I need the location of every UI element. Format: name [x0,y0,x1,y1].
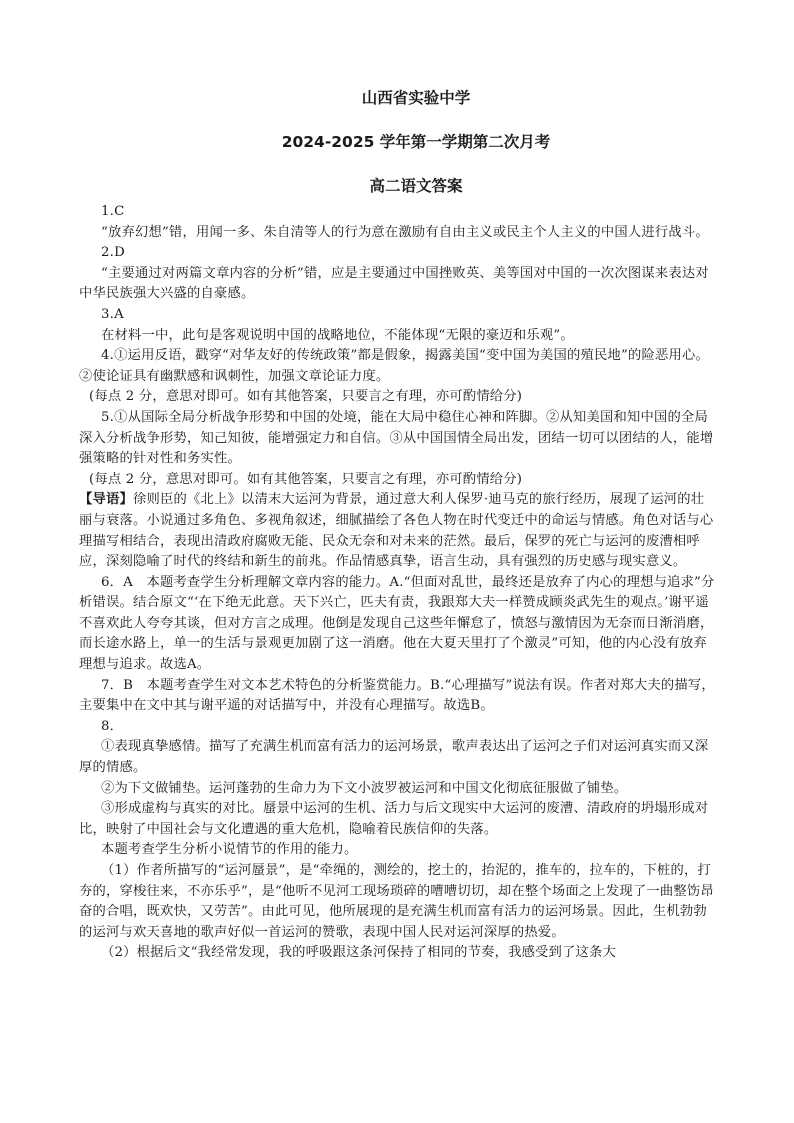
q2-explanation: “主要通过对两篇文章内容的分析”错，应是主要通过中国挫败英、美等国对中国的一次次图谋来表达对中华民族强大兴盛的自豪感。 [79,265,709,302]
q8-point-1: ①表现真挚感情。描写了充满生机而富有活力的运河场景，歌声表达出了运河之子们对运河真实而又深厚的情感。 [79,739,709,776]
q1-number: 1.C [101,204,125,219]
q8-analysis-1: （1）作者所描写的“运河蜃景”，是“牵绳的，测绘的，挖土的，抬泥的，推车的，拉车的，下桩的，打夯的，穿梭往来，不亦乐乎”，是“他听不见河工现场琐碎的嘈嘈切切，却在整个场面之上发现了一曲整饬昂奋的合唱，既欢快，又劳苦”。由此可见，他所展现的是充满生机而富有活力的运河场景。因此，生机勃勃的运河与欢天喜地的歌声好似一首运河的赞歌，表现中国人民对运河深厚的热爱。 [79,863,714,940]
q8-analysis-intro: 本题考查学生分析小说情节的作用的能力。 [101,842,358,858]
school-title: 山西省实验中学 [361,89,471,107]
q4-answer: 4.①运用反语，戳穿“对华友好的传统政策”都是假象，揭露美国“变中国为美国的殖民地”的险恶用心。②使论证具有幽默感和讽刺性，加强文章论证力度。 [79,348,709,384]
q5-answer: 5.①从国际全局分析战争形势和中国的处境，能在大局中稳住心神和阵脚。②从知美国和知中国的全局深入分析战争形势，知己知彼，能增强定力和自信。③从中国国情全局出发，团结一切可以团结的人，能增强策略的针对性和务实性。 [79,409,714,467]
q5-scoring-note: (每点 2 分，意思对即可。如有其他答案，只要言之有理，亦可酌情给分) [89,471,523,487]
subject-title: 高二语文答案 [369,177,463,195]
q2-number: 2.D [101,245,125,261]
guide-text: 徐则臣的《北上》以清末大运河为背景，通过意大利人保罗·迪马克的旅行经历，展现了运河的壮丽与衰落。小说通过多角色、多视角叙述，细腻描绘了各色人物在时代变迁中的命运与情感。角色对话与心理描写相结合，表现出清政府腐败无能、民众无奈和对未来的茫然。最后，保罗的死亡与运河的废漕相呼应，深刻隐喻了时代的终结和新生的前兆。作品情感真挚，语言生动，具有强烈的历史感与现实意义。 [79,492,714,570]
answer-body [79,202,715,964]
guide-label: 【导语】 [79,492,133,508]
q8-point-3: ③形成虚构与真实的对比。蜃景中运河的生机、活力与后文现实中大运河的废漕、清政府的坍塌形成对比，映射了中国社会与文化遭遇的重大危机，隐喻着民族信仰的失落。 [79,801,709,837]
q8-number: 8． [101,718,124,734]
q3-explanation: 在材料一中，此句是客观说明中国的战略地位，不能体现“无限的豪迈和乐观”。 [101,327,574,343]
q8-point-2: ②为下文做铺垫。运河蓬勃的生命力为下文小波罗被运河和中国文化彻底征服做了铺垫。 [101,780,628,796]
q7-answer: 7．B 本题考查学生对文本艺术特色的分析鉴赏能力。B.“心理描写”说法有误。作者对郑大夫的描写，主要集中在文中其与谢平遥的对话描写中，并没有心理描写。故选B。 [79,677,715,714]
q3-number: 3.A [101,306,124,322]
guide-paragraph [79,490,715,572]
q6-answer: 6．A 本题考查学生分析理解文章内容的能力。A.“但面对乱世，最终还是放弃了内心的理想与追求”分析错误。结合原文“‘在下绝无此意。天下兴亡，匹夫有责，我跟郑大夫一样赞成顾炎武先生的观点。’谢平遥不喜欢此人夸夸其谈，但对方言之成理。他倒是发现自己这些年懈怠了，愤怒与激情因为无奈而日渐消磨，而长途水路上，单一的生活与景观更加剧了这一消磨。他在大夏天里打了个激灵”可知，他的内心没有放弃理想与追求。故选A。 [79,574,715,673]
q8-analysis-2: （2）根据后文“我经常发现，我的呼吸跟这条河保持了相同的节奏，我感受到了这条大 [101,945,617,961]
exam-title: 2024-2025 学年第一学期第二次月考 [281,133,551,151]
q1-explanation: “放弃幻想”错，用闻一多、朱自清等人的行为意在激励有自由主义或民主个人主义的中国人进行战斗。 [101,224,709,240]
q4-scoring-note: (每点 2 分，意思对即可。如有其他答案，只要言之有理，亦可酌情给分) [89,389,523,405]
